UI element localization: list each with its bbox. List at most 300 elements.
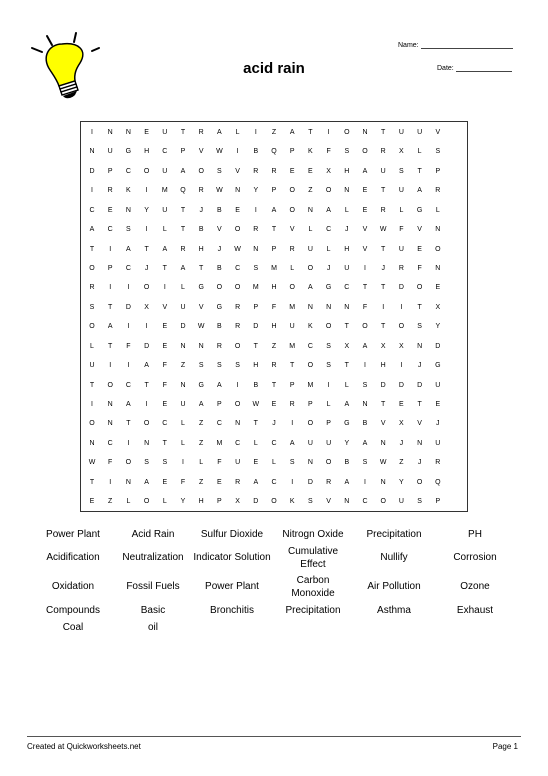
word-bank-item: Acidification xyxy=(46,552,100,563)
grid-letter: Y xyxy=(180,498,186,506)
grid-letter: S xyxy=(144,459,149,467)
grid-letter: C xyxy=(326,226,332,234)
word-bank-item: Indicator Solution xyxy=(193,552,271,563)
grid-letter: I xyxy=(364,265,366,272)
date-field[interactable] xyxy=(437,64,512,72)
grid-letter: X xyxy=(235,498,240,506)
grid-letter: O xyxy=(125,459,132,467)
grid-letter: A xyxy=(362,167,368,175)
grid-letter: N xyxy=(344,187,350,195)
grid-letter: Z xyxy=(199,439,204,447)
grid-letter: D xyxy=(253,323,259,331)
word-bank-item: oil xyxy=(147,622,158,633)
grid-letter: O xyxy=(107,381,113,389)
grid-letter: A xyxy=(126,245,131,253)
grid-letter: S xyxy=(417,323,422,331)
grid-letter: I xyxy=(291,420,294,428)
grid-letter: S xyxy=(126,226,131,234)
grid-letter: E xyxy=(162,342,168,350)
grid-letter: M xyxy=(216,439,223,447)
grid-letter: S xyxy=(217,167,222,175)
grid-letter: G xyxy=(325,284,332,292)
grid-letter: O xyxy=(143,167,150,175)
grid-letter: M xyxy=(289,303,296,311)
grid-letter: H xyxy=(271,323,277,331)
grid-letter: I xyxy=(236,381,239,389)
grid-letter: A xyxy=(289,439,295,447)
grid-letter: J xyxy=(417,459,422,467)
grid-letter: T xyxy=(253,342,258,350)
grid-letter: Q xyxy=(435,478,441,486)
grid-letter: A xyxy=(180,265,186,272)
grid-letter: T xyxy=(180,129,186,136)
grid-letter: C xyxy=(107,439,113,447)
word-bank-item: Exhaust xyxy=(456,605,494,616)
grid-letter: Q xyxy=(180,187,186,195)
grid-letter: E xyxy=(107,206,113,214)
grid-letter: B xyxy=(217,323,222,331)
grid-letter: U xyxy=(180,303,186,311)
grid-letter: T xyxy=(162,265,167,272)
grid-letter: C xyxy=(162,148,168,156)
grid-letter: O xyxy=(435,245,441,253)
grid-letter: I xyxy=(145,226,148,234)
grid-letter: E xyxy=(399,401,404,409)
grid-letter: R xyxy=(180,245,186,253)
grid-letter: T xyxy=(180,226,186,234)
grid-letter: E xyxy=(417,245,422,253)
grid-letter: T xyxy=(271,381,277,389)
grid-letter: C xyxy=(344,284,350,292)
grid-letter: N xyxy=(198,342,204,350)
grid-letter: G xyxy=(198,381,204,389)
grid-letter: U xyxy=(326,439,332,447)
grid-letter: P xyxy=(217,401,222,409)
grid-letter: I xyxy=(127,439,130,447)
grid-letter: S xyxy=(198,362,204,370)
word-bank-item: Precipitation xyxy=(285,605,341,616)
grid-letter: G xyxy=(416,206,423,214)
grid-letter: U xyxy=(380,167,386,175)
grid-letter: R xyxy=(326,478,332,486)
grid-letter: O xyxy=(271,498,277,506)
grid-letter: E xyxy=(162,323,168,331)
grid-letter: Y xyxy=(253,187,259,195)
word-bank-item: Cumulative Effect xyxy=(287,546,339,570)
grid-letter: X xyxy=(380,342,386,350)
grid-letter: C xyxy=(235,439,241,447)
grid-letter: W xyxy=(379,226,387,234)
grid-letter: E xyxy=(308,167,313,175)
grid-letter: I xyxy=(109,284,112,292)
grid-letter: E xyxy=(162,478,168,486)
grid-letter: M xyxy=(289,342,296,350)
grid-letter: C xyxy=(216,420,222,428)
grid-letter: B xyxy=(217,206,222,214)
grid-letter: D xyxy=(144,342,150,350)
grid-letter: H xyxy=(344,167,350,175)
grid-letter: L xyxy=(90,342,94,350)
grid-letter: N xyxy=(89,148,95,156)
grid-letter: E xyxy=(362,187,368,195)
word-bank-item: PH xyxy=(468,529,482,540)
word-search-grid xyxy=(80,121,468,512)
word-bank-item: Power Plant xyxy=(46,529,100,540)
grid-letter: U xyxy=(162,167,168,175)
grid-letter: A xyxy=(198,401,204,409)
grid-letter: P xyxy=(180,148,186,156)
grid-letter: S xyxy=(399,167,404,175)
grid-letter: L xyxy=(417,148,422,156)
grid-letter: T xyxy=(89,381,95,389)
grid-letter: E xyxy=(271,401,277,409)
word-bank-item: Bronchitis xyxy=(210,605,254,616)
grid-letter: T xyxy=(344,362,349,370)
grid-letter: S xyxy=(308,498,313,506)
grid-letter: O xyxy=(234,401,241,409)
grid-letter: T xyxy=(308,129,313,136)
grid-letter: P xyxy=(253,303,259,311)
grid-letter: U xyxy=(344,265,350,272)
grid-letter: G xyxy=(125,148,132,156)
grid-letter: P xyxy=(435,167,441,175)
grid-letter: A xyxy=(217,129,222,136)
grid-letter: J xyxy=(399,439,404,447)
grid-letter: R xyxy=(253,167,259,175)
grid-letter: D xyxy=(125,303,131,311)
grid-letter: U xyxy=(398,498,404,506)
grid-letter: N xyxy=(125,206,131,214)
grid-letter: N xyxy=(417,342,423,350)
grid-letter: N xyxy=(307,459,313,467)
word-bank-item: Basic xyxy=(140,605,166,616)
word-bank-item: Air Pollution xyxy=(367,581,421,592)
grid-letter: T xyxy=(290,362,295,370)
grid-letter: Y xyxy=(399,478,404,486)
grid-letter: I xyxy=(127,323,130,331)
grid-letter: O xyxy=(198,167,204,175)
word-bank-item: Sulfur Dioxide xyxy=(200,529,264,540)
grid-letter: I xyxy=(109,245,112,253)
grid-letter: W xyxy=(216,148,223,156)
grid-letter: R xyxy=(89,284,95,292)
grid-letter: S xyxy=(289,459,295,467)
grid-letter: V xyxy=(235,167,240,175)
grid-letter: F xyxy=(180,478,186,486)
grid-letter: B xyxy=(253,148,259,156)
grid-letter: A xyxy=(289,129,295,136)
grid-letter: J xyxy=(144,265,149,272)
grid-letter: U xyxy=(89,362,95,370)
grid-letter: X xyxy=(399,342,404,350)
grid-letter: U xyxy=(180,401,186,409)
grid-letter: W xyxy=(234,245,241,253)
grid-letter: T xyxy=(381,323,386,331)
grid-letter: T xyxy=(199,265,204,272)
grid-letter: R xyxy=(107,187,113,195)
grid-letter: L xyxy=(326,245,331,253)
grid-letter: A xyxy=(362,439,368,447)
grid-letter: S xyxy=(362,381,368,389)
grid-letter: T xyxy=(108,342,113,350)
grid-letter: A xyxy=(180,167,186,175)
grid-letter: I xyxy=(182,459,184,467)
grid-letter: L xyxy=(181,284,185,292)
grid-letter: O xyxy=(289,284,295,292)
grid-letter: U xyxy=(289,323,295,331)
grid-letter: R xyxy=(235,478,241,486)
grid-letter: L xyxy=(181,439,185,447)
grid-letter: N xyxy=(435,226,441,234)
word-bank-item: Oxidation xyxy=(51,581,95,592)
grid-letter: D xyxy=(435,342,441,350)
word-bank-item: Carbon Monoxide xyxy=(291,575,335,599)
grid-letter: D xyxy=(89,167,95,175)
grid-letter: T xyxy=(381,401,386,409)
grid-letter: H xyxy=(198,498,204,506)
grid-letter: Z xyxy=(108,498,113,506)
grid-letter: R xyxy=(271,362,277,370)
grid-letter: L xyxy=(344,206,349,214)
grid-letter: O xyxy=(289,187,295,195)
grid-letter: I xyxy=(145,187,148,195)
grid-letter: N xyxy=(125,478,131,486)
grid-letter: C xyxy=(362,498,368,506)
footer-divider xyxy=(27,736,521,737)
name-field[interactable] xyxy=(398,41,513,49)
grid-letter: R xyxy=(289,245,295,253)
grid-letter: I xyxy=(127,362,130,370)
grid-letter: N xyxy=(362,401,368,409)
grid-letter: Z xyxy=(199,420,204,428)
word-bank-item: Coal xyxy=(62,622,84,633)
grid-letter: N xyxy=(380,439,386,447)
grid-letter: S xyxy=(89,303,95,311)
grid-letter: V xyxy=(380,420,386,428)
grid-letter: F xyxy=(126,342,131,350)
grid-letter: E xyxy=(362,206,368,214)
grid-letter: T xyxy=(417,167,422,175)
grid-letter: A xyxy=(89,226,95,234)
word-bank-item: Ozone xyxy=(460,581,490,592)
grid-letter: O xyxy=(362,148,368,156)
grid-letter: J xyxy=(417,362,422,370)
grid-letter: I xyxy=(91,129,93,136)
grid-letter: A xyxy=(362,342,368,350)
grid-letter: O xyxy=(216,284,223,292)
grid-letter: I xyxy=(109,362,112,370)
grid-letter: S xyxy=(417,498,422,506)
grid-letter: U xyxy=(307,439,313,447)
grid-letter: O xyxy=(416,478,423,486)
grid-letter: N xyxy=(89,439,95,447)
grid-letter: U xyxy=(435,439,441,447)
grid-letter: Z xyxy=(199,478,204,486)
grid-letter: C xyxy=(89,206,95,214)
grid-letter: N xyxy=(326,303,332,311)
grid-letter: Z xyxy=(399,459,404,467)
grid-letter: Q xyxy=(271,148,277,156)
grid-letter: T xyxy=(180,206,186,214)
grid-letter: F xyxy=(417,265,422,272)
grid-letter: H xyxy=(198,245,204,253)
word-bank-item: Power Plant xyxy=(205,581,259,592)
grid-letter: O xyxy=(89,265,95,272)
name-line xyxy=(421,41,513,49)
grid-letter: R xyxy=(235,303,241,311)
grid-letter: P xyxy=(107,265,113,272)
grid-letter: F xyxy=(108,459,113,467)
grid-letter: R xyxy=(235,323,241,331)
grid-letter: I xyxy=(254,129,257,136)
grid-letter: Z xyxy=(180,362,186,370)
grid-letter: A xyxy=(253,478,259,486)
grid-letter: J xyxy=(436,420,440,428)
grid-letter: A xyxy=(217,381,222,389)
grid-letter: F xyxy=(162,381,167,389)
grid-letter: I xyxy=(364,362,366,370)
grid-letter: A xyxy=(126,401,131,409)
grid-letter: W xyxy=(88,459,96,467)
grid-letter: P xyxy=(271,187,277,195)
grid-letter: L xyxy=(290,265,295,272)
grid-letter: S xyxy=(253,265,259,272)
grid-letter: N xyxy=(344,498,350,506)
grid-letter: O xyxy=(325,187,332,195)
grid-letter: O xyxy=(234,342,241,350)
grid-letter: N xyxy=(307,303,313,311)
grid-letter: T xyxy=(89,245,95,253)
grid-letter: W xyxy=(197,323,205,331)
grid-letter: G xyxy=(216,303,223,311)
grid-letter: O xyxy=(289,206,295,214)
grid-letter: A xyxy=(162,245,168,253)
grid-letter: P xyxy=(107,167,113,175)
grid-letter: V xyxy=(162,303,168,311)
grid-letter: P xyxy=(308,401,313,409)
grid-letter: E xyxy=(435,284,441,292)
grid-letter: T xyxy=(89,478,95,486)
grid-letter: J xyxy=(381,265,385,272)
grid-letter: H xyxy=(253,362,259,370)
grid-letter: E xyxy=(289,167,295,175)
grid-letter: K xyxy=(308,323,313,331)
grid-letter: Z xyxy=(308,187,313,195)
grid-letter: O xyxy=(325,323,332,331)
grid-letter: L xyxy=(162,226,167,234)
grid-letter: W xyxy=(379,459,387,467)
grid-letter: A xyxy=(144,478,149,486)
grid-letter: N xyxy=(344,303,350,311)
grid-letter: T xyxy=(381,245,386,253)
grid-letter: C xyxy=(162,420,168,428)
grid-letter: N xyxy=(380,478,386,486)
word-bank-item: Asthma xyxy=(377,605,411,616)
grid-letter: T xyxy=(126,420,131,428)
grid-letter: E xyxy=(162,401,168,409)
grid-letter: I xyxy=(145,323,148,331)
grid-letter: R xyxy=(216,342,222,350)
grid-letter: N xyxy=(435,265,441,272)
grid-letter: T xyxy=(362,284,368,292)
grid-letter: G xyxy=(435,362,441,370)
grid-letter: T xyxy=(253,420,258,428)
grid-letter: T xyxy=(271,226,277,234)
grid-letter: I xyxy=(400,362,403,370)
grid-letter: K xyxy=(126,187,131,195)
grid-letter: C xyxy=(271,439,277,447)
grid-letter: A xyxy=(344,401,350,409)
grid-letter: U xyxy=(162,206,168,214)
grid-letter: P xyxy=(271,245,277,253)
grid-letter: R xyxy=(198,129,204,136)
grid-letter: S xyxy=(235,362,240,370)
grid-letter: T xyxy=(417,303,422,311)
grid-letter: E xyxy=(253,459,259,467)
grid-letter: E xyxy=(217,478,222,486)
grid-letter: V xyxy=(217,226,222,234)
grid-letter: D xyxy=(398,284,404,292)
grid-letter: O xyxy=(307,265,314,272)
grid-letter: I xyxy=(145,401,148,409)
grid-letter: S xyxy=(362,459,368,467)
grid-letter: C xyxy=(271,478,277,486)
grid-letter: M xyxy=(161,187,168,195)
page-title: acid rain xyxy=(243,60,305,77)
grid-letter: V xyxy=(198,148,204,156)
grid-letter: I xyxy=(109,478,112,486)
grid-letter: D xyxy=(398,381,404,389)
grid-letter: P xyxy=(435,498,441,506)
grid-letter: T xyxy=(344,323,349,331)
word-bank-item: Acid Rain xyxy=(131,529,175,540)
grid-letter: X xyxy=(399,420,404,428)
grid-letter: I xyxy=(327,129,330,136)
grid-letter: P xyxy=(326,420,331,428)
grid-letter: M xyxy=(271,265,277,272)
date-label: Date: xyxy=(437,65,454,72)
grid-letter: D xyxy=(180,323,186,331)
grid-letter: G xyxy=(344,420,350,428)
grid-letter: O xyxy=(344,129,350,136)
grid-letter: V xyxy=(362,245,368,253)
grid-letter: M xyxy=(307,381,314,389)
grid-letter: H xyxy=(271,284,277,292)
grid-letter: O xyxy=(325,459,332,467)
footer-credit: Created at Quickworksheets.net xyxy=(27,742,141,751)
grid-letter: R xyxy=(435,459,441,467)
grid-letter: H xyxy=(380,362,386,370)
grid-letter: O xyxy=(143,284,150,292)
grid-letter: N xyxy=(235,420,241,428)
grid-letter: J xyxy=(199,206,203,214)
grid-letter: S xyxy=(217,362,222,370)
grid-letter: D xyxy=(253,498,259,506)
grid-letter: R xyxy=(380,206,386,214)
grid-letter: A xyxy=(308,284,313,292)
grid-letter: L xyxy=(399,206,404,214)
grid-letter: V xyxy=(362,226,368,234)
grid-letter: L xyxy=(344,381,349,389)
grid-letter: F xyxy=(271,303,277,311)
grid-letter: R xyxy=(271,167,277,175)
grid-letter: B xyxy=(198,226,204,234)
grid-letter: A xyxy=(144,362,149,370)
grid-letter: V xyxy=(417,420,422,428)
grid-letter: O xyxy=(143,420,150,428)
grid-letter: N xyxy=(107,420,113,428)
grid-letter: N xyxy=(144,439,150,447)
